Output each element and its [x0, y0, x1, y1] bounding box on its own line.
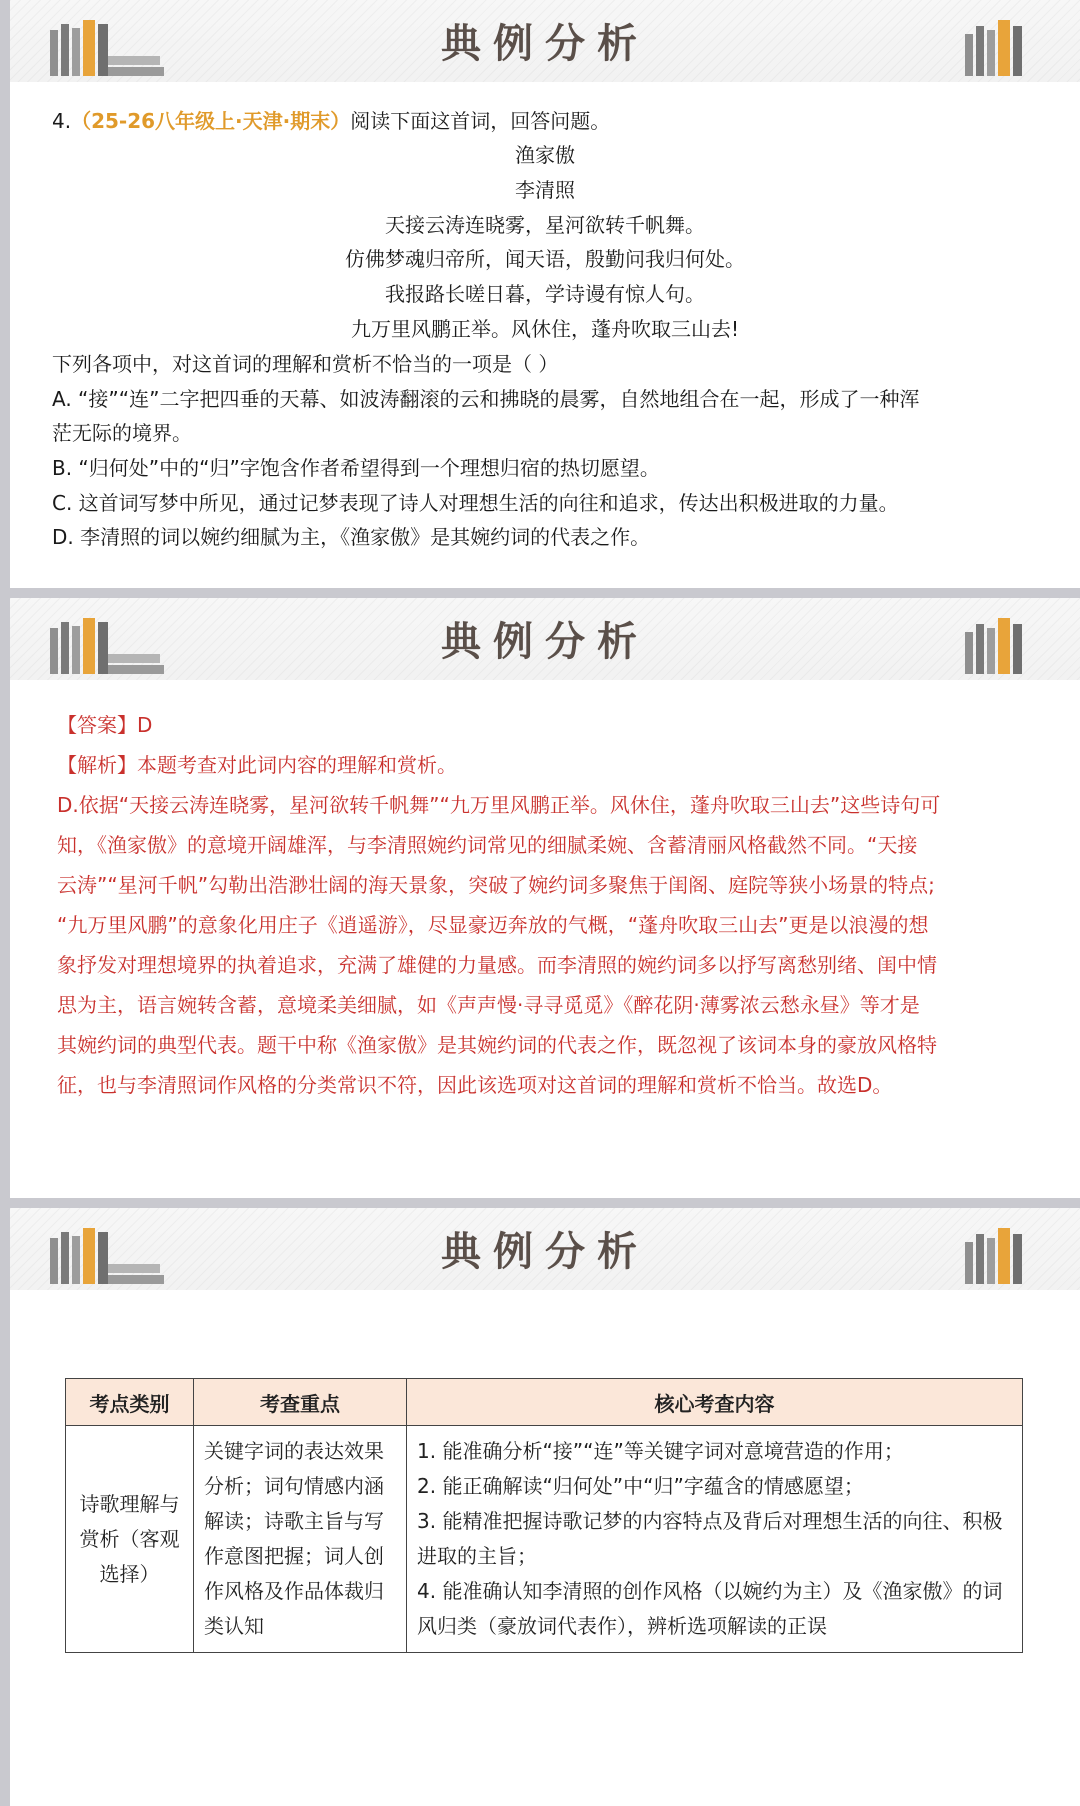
content-item: 1. 能准确分析“接”“连”等关键字词对意境营造的作用； [417, 1439, 904, 1463]
table-row [66, 1426, 1023, 1653]
cell-category: 诗歌理解与赏析（客观选择） [66, 1426, 194, 1653]
analysis-line: 【解析】本题考查对此词内容的理解和赏析。 [57, 753, 457, 777]
option-a-cont: 茫无际的境界。 [52, 421, 192, 445]
analysis-detail: 象抒发对理想境界的执着追求，充满了雄健的力量感。而李清照的婉约词多以抒写离愁别绪、闺中情 [57, 953, 937, 977]
col-header-category: 考点类别 [66, 1379, 194, 1426]
poem-author: 李清照 [515, 178, 575, 202]
section-header [10, 598, 1080, 680]
page-title: 典例分析 [441, 20, 649, 67]
analysis-detail: 征，也与李清照词作风格的分类常识不符，因此该选项对这首词的理解和赏析不恰当。故选D。 [57, 1073, 893, 1097]
option-d: D. 李清照的词以婉约细腻为主，《渔家傲》是其婉约词的代表之作。 [52, 525, 651, 549]
answer-line: 【答案】D [57, 713, 153, 737]
poem-line: 我报路长嗟日暮，学诗谩有惊人句。 [385, 282, 705, 306]
cell-content [407, 1426, 1023, 1653]
question-header [52, 106, 610, 136]
analysis-detail: 知，《渔家傲》的意境开阔雄浑，与李清照婉约词常见的细腻柔婉、含蓄清丽风格截然不同。“天接 [57, 833, 918, 857]
analysis-detail: 云涛”“星河千帆”勾勒出浩渺壮阔的海天景象，突破了婉约词多聚焦于闺阁、庭院等狭小场景的特点; [57, 873, 935, 897]
option-b: B. “归何处”中的“归”字饱含作者希望得到一个理想归宿的热切愿望。 [52, 456, 660, 480]
content-item: 3. 能精准把握诗歌记梦的内容特点及背后对理想生活的向往、积极进取的主旨； [417, 1509, 1003, 1568]
question-source: （25-26八年级上·天津·期末） [71, 109, 351, 133]
content-item: 2. 能正确解读“归何处”中“归”字蕴含的情感愿望； [417, 1474, 864, 1498]
option-c: C. 这首词写梦中所见，通过记梦表现了诗人对理想生活的向往和追求，传达出积极进取的力量。 [52, 491, 899, 515]
question-panel [10, 0, 1080, 588]
page-title: 典例分析 [441, 618, 649, 665]
analysis-detail: 其婉约词的典型代表。题干中称《渔家傲》是其婉约词的代表之作，既忽视了该词本身的豪放风格特 [57, 1033, 937, 1057]
analysis-detail: “九万里风鹏”的意象化用庄子《逍遥游》，尽显豪迈奔放的气概，“蓬舟吹取三山去”更是以浪漫的想 [57, 913, 929, 937]
question-stem: 下列各项中，对这首词的理解和赏析不恰当的一项是（ ） [52, 352, 559, 376]
poem-title: 渔家傲 [515, 143, 575, 167]
analysis-detail: D.依据“天接云涛连晓雾，星河欲转千帆舞”“九万里风鹏正举。风休住，蓬舟吹取三山去”这些诗句可 [57, 793, 941, 817]
poem-line: 仿佛梦魂归帝所，闻天语，殷勤问我归何处。 [345, 247, 745, 271]
question-number: 4. [52, 109, 72, 133]
option-a: A. “接”“连”二字把四垂的天幕、如波涛翻滚的云和拂晓的晨雾，自然地组合在一起，形成了一种浑 [52, 387, 920, 411]
page-title: 典例分析 [441, 1228, 649, 1275]
poem-line: 天接云涛连晓雾，星河欲转千帆舞。 [385, 213, 705, 237]
section-header [10, 0, 1080, 82]
rubric-table [65, 1378, 1023, 1653]
poem-line: 九万里风鹏正举。风休住，蓬舟吹取三山去! [350, 317, 740, 341]
col-header-content: 核心考查内容 [407, 1379, 1023, 1426]
answer-panel [10, 598, 1080, 1198]
analysis-detail: 思为主，语言婉转含蓄，意境柔美细腻，如《声声慢·寻寻觅觅》《醉花阴·薄雾浓云愁永昼》等才是 [57, 993, 920, 1017]
col-header-focus: 考查重点 [194, 1379, 407, 1426]
section-header [10, 1208, 1080, 1290]
question-prompt: 阅读下面这首词，回答问题。 [350, 109, 611, 133]
cell-focus: 关键字词的表达效果分析；词句情感内涵解读；诗歌主旨与写作意图把握；词人创作风格及作品体裁归类认知 [194, 1426, 407, 1653]
table-header-row [66, 1379, 1023, 1426]
content-item: 4. 能准确认知李清照的创作风格（以婉约为主）及《渔家傲》的词风归类（豪放词代表作），辨析选项解读的正误 [417, 1579, 1003, 1638]
rubric-panel [10, 1208, 1080, 1806]
